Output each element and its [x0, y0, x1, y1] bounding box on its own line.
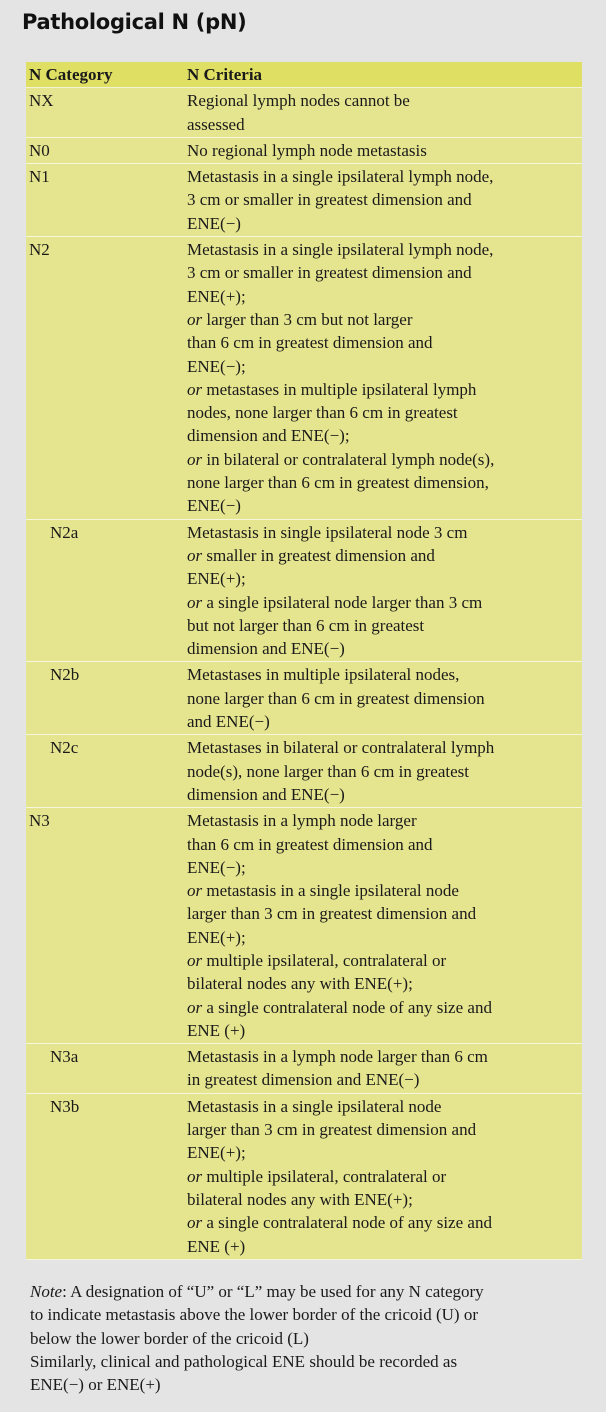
n-criteria-cell [186, 1094, 582, 1259]
criteria-line: Regional lymph nodes cannot be [187, 91, 410, 111]
n-category-cell: N3 [29, 811, 50, 831]
criteria-line: bilateral nodes any with ENE(+); [187, 1189, 413, 1209]
criteria-line: none larger than 6 cm in greatest dimension [187, 688, 485, 708]
criteria-line: in greatest dimension and ENE(−) [187, 1070, 420, 1090]
n-criteria-cell [186, 735, 582, 807]
criteria-line: Metastasis in a single ipsilateral lymph node, [187, 167, 494, 187]
criteria-line: than 6 cm in greatest dimension and [187, 834, 433, 854]
criteria-line: larger than 3 cm in greatest dimension and [187, 904, 477, 924]
criteria-line: or metastases in multiple ipsilateral lymph [187, 379, 477, 399]
criteria-line: bilateral nodes any with ENE(+); [187, 974, 413, 994]
criteria-line: 3 cm or smaller in greatest dimension and [187, 190, 472, 210]
n-criteria-cell [186, 164, 582, 236]
table-row [26, 88, 582, 138]
criteria-line: Metastasis in a single ipsilateral node [187, 1096, 442, 1116]
staging-table [26, 62, 582, 1260]
table-row [26, 1044, 582, 1094]
table-row [26, 237, 582, 520]
criteria-line: dimension and ENE(−) [187, 639, 345, 659]
table-row [26, 662, 582, 735]
criteria-line: but not larger than 6 cm in greatest [187, 615, 425, 635]
criteria-line: or smaller in greatest dimension and [187, 545, 435, 565]
note-line: ENE(−) or ENE(+) [30, 1375, 161, 1395]
n-criteria-cell [186, 520, 582, 662]
table-note [30, 1280, 590, 1396]
criteria-line: node(s), none larger than 6 cm in greatest [187, 761, 469, 781]
criteria-line: ENE(−) [187, 496, 241, 516]
criteria-line: or multiple ipsilateral, contralateral or [187, 1166, 447, 1186]
note-line: below the lower border of the cricoid (L) [30, 1328, 309, 1348]
table-row [26, 520, 582, 663]
page-title: Pathological N (pN) [22, 10, 247, 34]
n-criteria-cell [186, 138, 582, 163]
criteria-line: than 6 cm in greatest dimension and [187, 333, 433, 353]
n-category-cell: NX [29, 91, 54, 111]
n-criteria-cell [186, 662, 582, 734]
table-row [26, 808, 582, 1044]
criteria-line: ENE (+) [187, 1236, 246, 1256]
header-criteria: N Criteria [187, 65, 263, 84]
n-category-cell: N2a [50, 522, 79, 542]
criteria-line: nodes, none larger than 6 cm in greatest [187, 403, 458, 423]
criteria-line: No regional lymph node metastasis [187, 140, 427, 160]
criteria-line: ENE(−); [187, 857, 246, 877]
criteria-line: or a single contralateral node of any size and [187, 997, 492, 1017]
criteria-line: and ENE(−) [187, 712, 270, 732]
criteria-line: dimension and ENE(−) [187, 784, 345, 804]
criteria-line: Metastasis in a single ipsilateral lymph node, [187, 240, 494, 260]
criteria-line: ENE(−); [187, 356, 246, 376]
n-criteria-cell [186, 88, 582, 137]
criteria-line: ENE(+); [187, 286, 246, 306]
criteria-line: ENE(+); [187, 1143, 246, 1163]
n-criteria-cell [186, 808, 582, 1043]
table-header-row [26, 62, 582, 88]
n-category-cell: N3a [50, 1047, 79, 1067]
n-category-cell: N2b [50, 665, 80, 685]
note-line: Note: A designation of “U” or “L” may be used for any N category [30, 1282, 484, 1301]
criteria-line: or in bilateral or contralateral lymph node(s), [187, 449, 495, 469]
n-criteria-cell [186, 237, 582, 519]
criteria-line: larger than 3 cm in greatest dimension and [187, 1120, 477, 1140]
table-row [26, 164, 582, 237]
n-category-cell: N3b [50, 1096, 80, 1116]
n-criteria-cell [186, 1044, 582, 1093]
criteria-line: none larger than 6 cm in greatest dimension, [187, 473, 489, 493]
criteria-line: ENE(+); [187, 927, 246, 947]
criteria-line: or metastasis in a single ipsilateral node [187, 881, 459, 901]
criteria-line: Metastases in bilateral or contralateral lymph [187, 738, 495, 758]
criteria-line: Metastasis in single ipsilateral node 3 cm [187, 522, 468, 542]
criteria-line: or larger than 3 cm but not larger [187, 309, 413, 329]
header-category: N Category [29, 65, 113, 84]
criteria-line: or a single ipsilateral node larger than 3 cm [187, 592, 483, 612]
criteria-line: ENE(+); [187, 569, 246, 589]
criteria-line: assessed [187, 114, 245, 134]
criteria-line: dimension and ENE(−); [187, 426, 350, 446]
note-line: Similarly, clinical and pathological ENE should be recorded as [30, 1351, 458, 1371]
criteria-line: or multiple ipsilateral, contralateral or [187, 950, 447, 970]
n-category-cell: N0 [29, 140, 50, 160]
table-row [26, 735, 582, 808]
criteria-line: ENE (+) [187, 1020, 246, 1040]
criteria-line: Metastasis in a lymph node larger [187, 811, 417, 831]
n-category-cell: N2 [29, 240, 50, 260]
table-row [26, 1094, 582, 1260]
criteria-line: Metastasis in a lymph node larger than 6 cm [187, 1047, 488, 1067]
criteria-line: 3 cm or smaller in greatest dimension and [187, 263, 472, 283]
criteria-line: Metastases in multiple ipsilateral nodes, [187, 665, 460, 685]
n-category-cell: N2c [50, 738, 79, 758]
criteria-line: ENE(−) [187, 213, 241, 233]
n-category-cell: N1 [29, 167, 50, 187]
note-line: to indicate metastasis above the lower border of the cricoid (U) or [30, 1305, 478, 1325]
table-body [26, 88, 582, 1260]
table-row [26, 138, 582, 164]
criteria-line: or a single contralateral node of any size and [187, 1213, 492, 1233]
